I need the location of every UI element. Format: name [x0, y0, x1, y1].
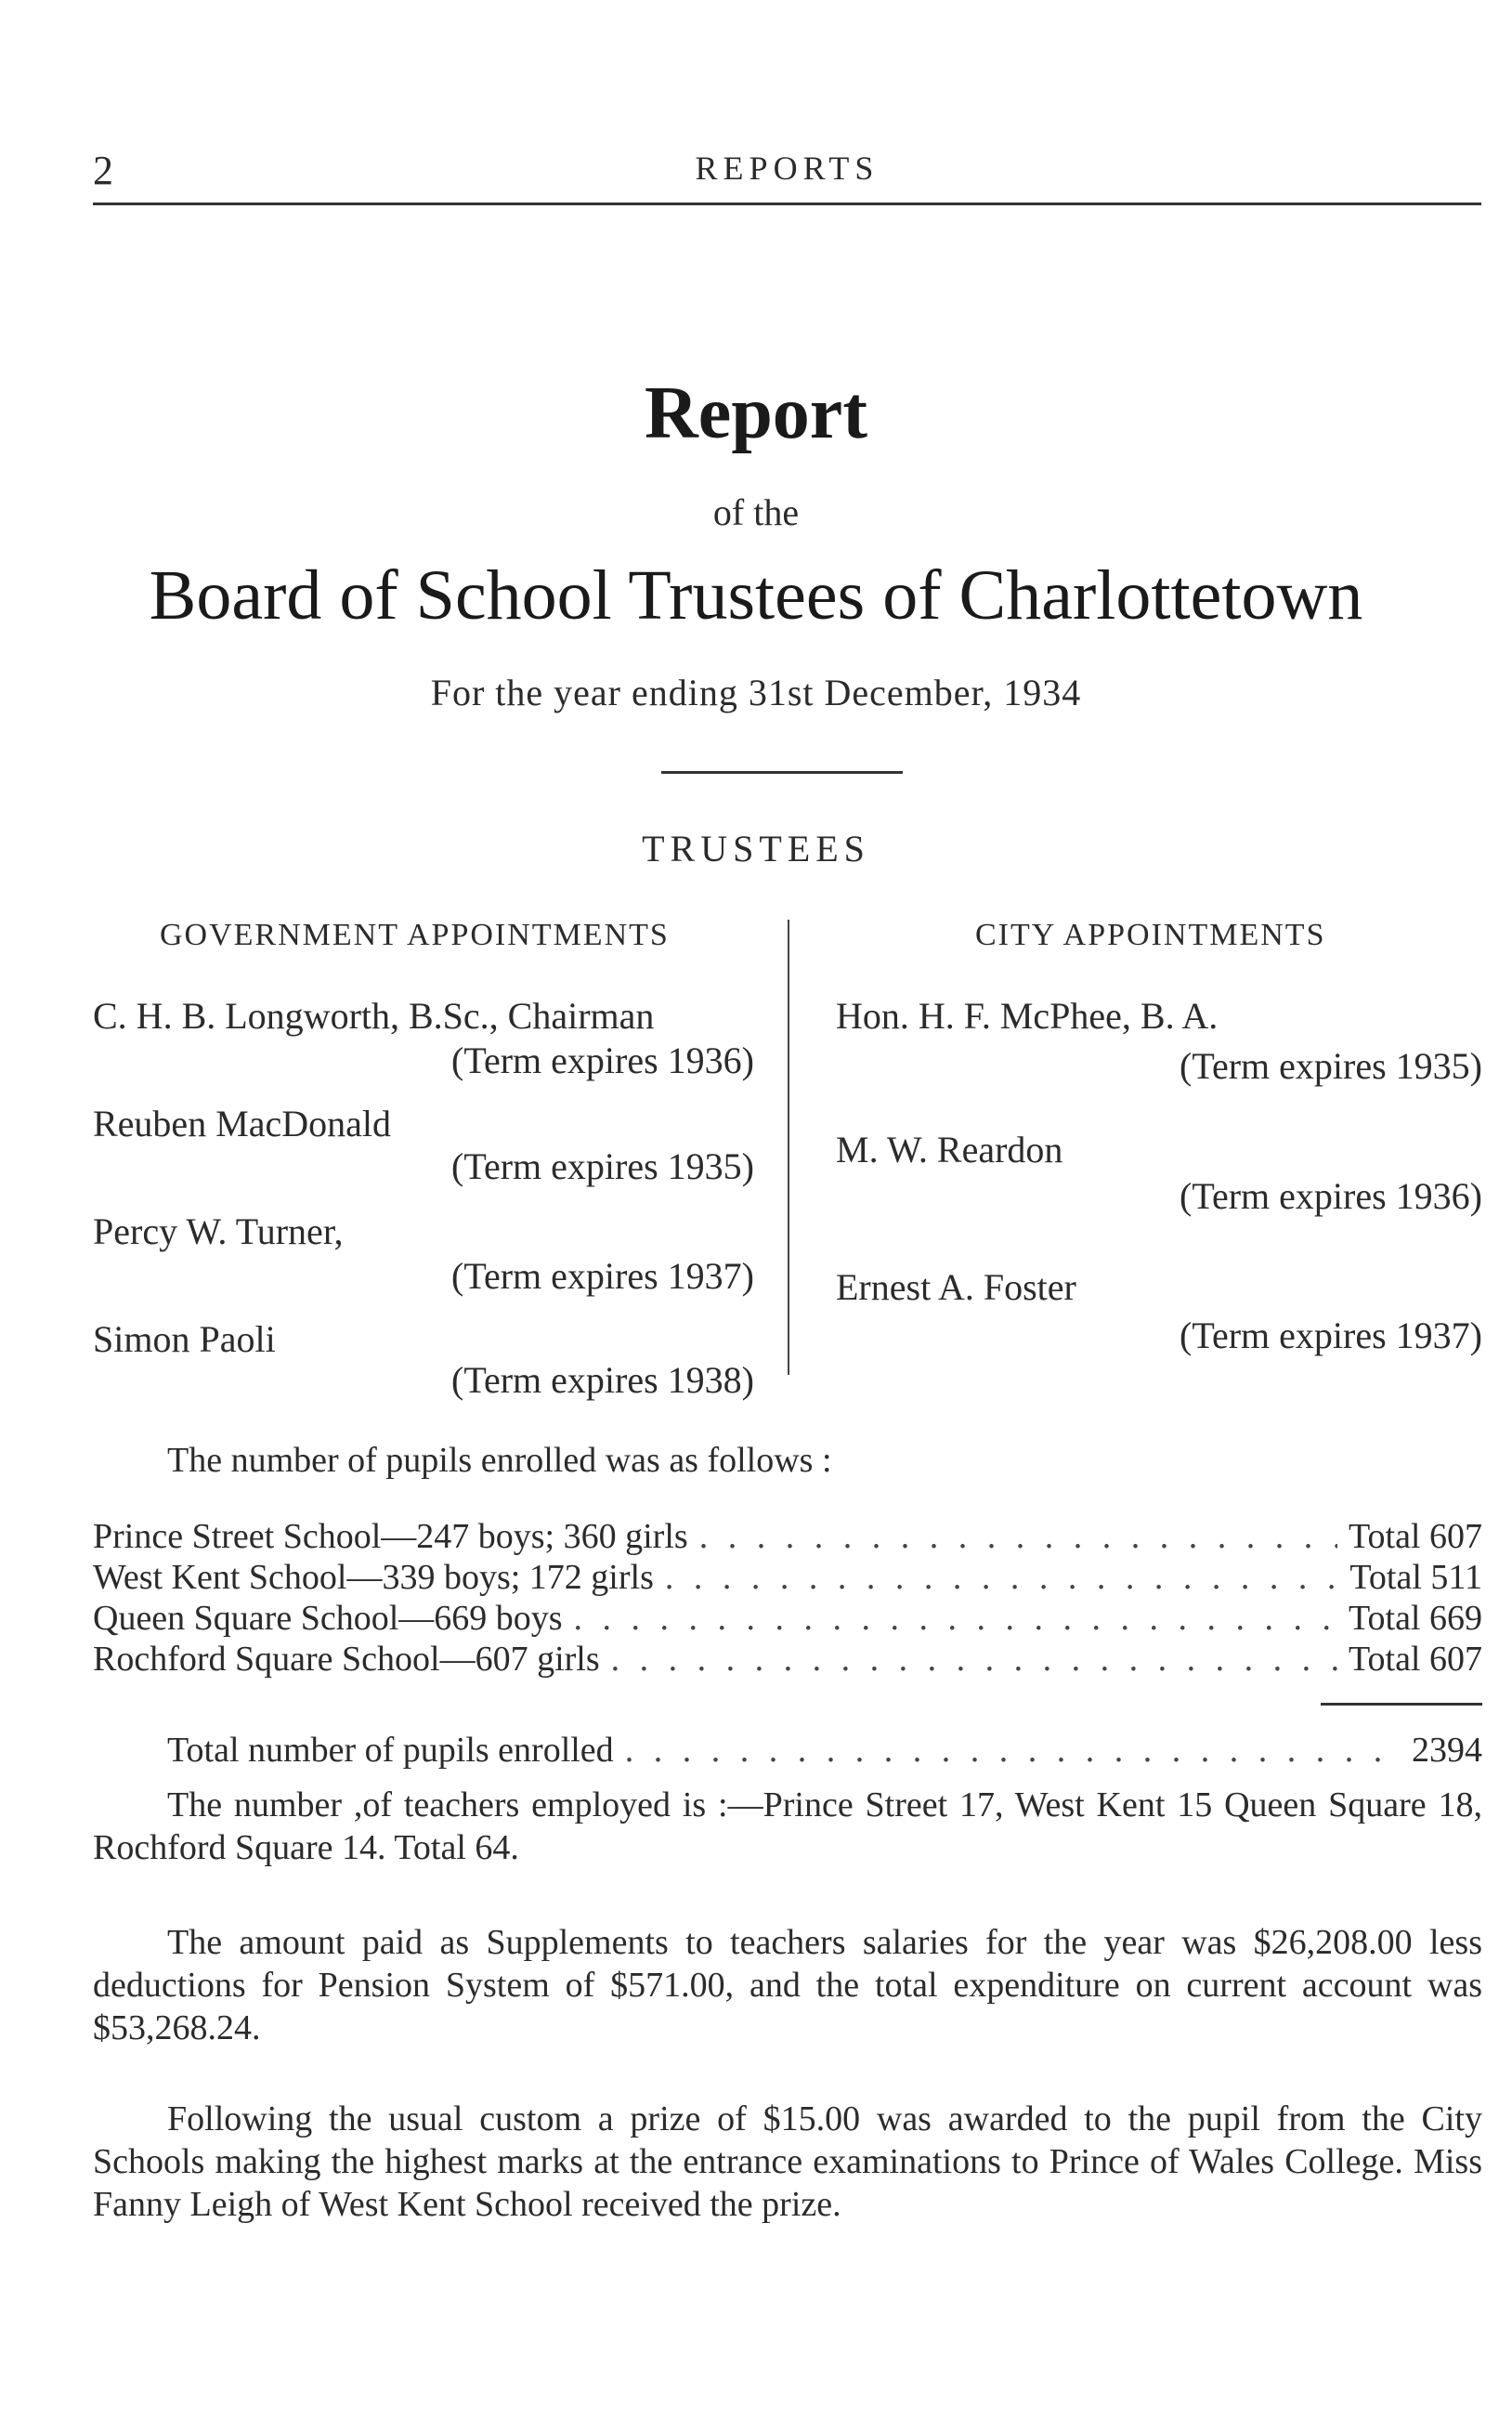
total-enrolled-label: Total number of pupils enrolled [167, 1731, 614, 1770]
gov-member-name: Simon Paoli [93, 1318, 276, 1360]
school-label: Queen Square School—669 boys [93, 1599, 563, 1638]
list-item [93, 1639, 1482, 1680]
dot-leader [665, 1557, 1338, 1598]
board-title: Board of School Trustees of Charlottetown [149, 556, 1363, 634]
list-item [93, 1598, 1482, 1639]
teachers-paragraph: The number ,of teachers employed is :—Prince Street 17, West Kent 15 Queen Square 18, Rochford Square 14. Total 64. [93, 1785, 1482, 1867]
gov-member-term: (Term expires 1935) [451, 1145, 754, 1187]
supplements-paragraph: The amount paid as Supplements to teachers salaries for the year was $26,208.00 less deductions for Pension System of $571.00, and the total expenditure on current account was $53,268.24. [93, 1923, 1482, 2047]
total-enrolled-row [167, 1730, 1482, 1771]
prize-paragraph: Following the usual custom a prize of $15.00 was awarded to the pupil from the City Schools making the highest marks at the entrance examinations to Prince of Wales College. Miss Fanny Leigh of West Kent School received the prize. [93, 2099, 1482, 2224]
enrollment-intro: The number of pupils enrolled was as follows : [167, 1441, 832, 1480]
year-line: For the year ending 31st December, 1934 [430, 672, 1082, 713]
school-label: Prince Street School—247 boys; 360 girls [93, 1517, 688, 1556]
dot-leader [625, 1730, 1401, 1771]
school-total: Total 669 [1348, 1599, 1482, 1638]
list-item [93, 1557, 1482, 1598]
school-total: Total 607 [1348, 1517, 1482, 1556]
city-member-name: Hon. H. F. McPhee, B. A. [836, 995, 1219, 1037]
subtitle-of-the: of the [712, 491, 800, 533]
gov-member-name: Percy W. Turner, [93, 1210, 344, 1252]
dot-leader [611, 1639, 1337, 1680]
city-member-name: Ernest A. Foster [836, 1266, 1076, 1308]
gov-member-name: C. H. B. Longworth, B.Sc., Chairman [93, 995, 655, 1037]
dot-leader [699, 1516, 1337, 1557]
trustees-heading: TRUSTEES [642, 828, 870, 870]
dot-leader [574, 1598, 1337, 1639]
school-total: Total 511 [1349, 1558, 1482, 1597]
running-title: REPORTS [695, 150, 880, 187]
city-member-term: (Term expires 1935) [1180, 1045, 1482, 1087]
city-appointments-heading: CITY APPOINTMENTS [975, 918, 1326, 952]
gov-member-name: Reuben MacDonald [93, 1103, 392, 1144]
total-enrolled-value: 2394 [1412, 1731, 1482, 1770]
city-member-name: M. W. Reardon [836, 1129, 1063, 1170]
gov-member-term: (Term expires 1938) [451, 1359, 754, 1401]
city-member-term: (Term expires 1936) [1180, 1175, 1482, 1217]
school-total: Total 607 [1348, 1640, 1482, 1679]
government-appointments-heading: GOVERNMENT APPOINTMENTS [160, 918, 670, 952]
page-number: 2 [93, 148, 113, 193]
school-label: Rochford Square School—607 girls [93, 1640, 600, 1679]
report-title: Report [645, 373, 867, 454]
city-member-term: (Term expires 1937) [1180, 1314, 1482, 1356]
school-label: West Kent School—339 boys; 172 girls [93, 1558, 654, 1597]
column-divider [788, 920, 789, 1375]
school-enrollment-list [93, 1516, 1482, 1680]
title-divider [661, 771, 903, 774]
running-header [93, 147, 1481, 205]
sum-rule [1321, 1703, 1482, 1706]
gov-member-term: (Term expires 1937) [451, 1255, 754, 1297]
gov-member-term: (Term expires 1936) [451, 1040, 754, 1081]
list-item [93, 1516, 1482, 1557]
